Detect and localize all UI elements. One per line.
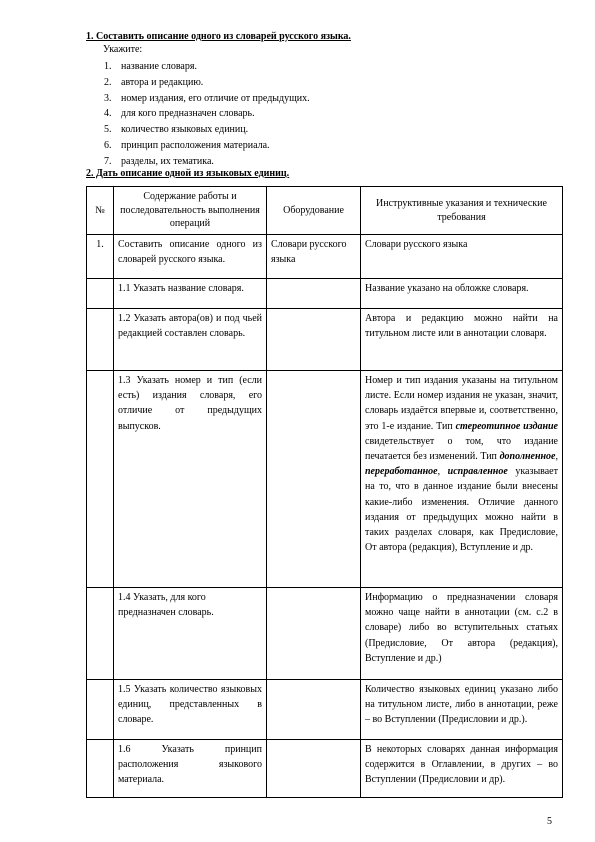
cell-num bbox=[87, 371, 114, 588]
cell-content: 1.2 Указать автора(ов) и под чьей редакцией составлен словарь. bbox=[114, 309, 267, 371]
cell-instructions: Словари русского языка bbox=[361, 235, 563, 279]
cell-instructions: Номер и тип издания указаны на титульном листе. Если номер издания не указан, значит, словарь издаётся впервые и, соответственно, это 1-е издание. Тип стереотипное издание свидетельствует о том, что издание печатается без изменений. Тип дополненное, переработанное, исправленное указывает на то, что в данное издание были внесены какие-либо изменения. Отличие данного издания от предыдущих можно найти в таких разделах словаря, как Предисловие, От автора (редакция), Вступление и др. bbox=[361, 371, 563, 588]
list-item: 5. количество языковых единиц. bbox=[104, 124, 249, 136]
cell-equipment bbox=[267, 279, 361, 309]
cell-equipment bbox=[267, 371, 361, 588]
list-item: 4. для кого предназначен словарь. bbox=[104, 108, 255, 120]
header-content: Содержание работы и последовательность выполнения операций bbox=[114, 187, 267, 235]
emphasis-term: стереотипное издание bbox=[455, 420, 558, 432]
cell-content: 1.1 Указать название словаря. bbox=[114, 279, 267, 309]
table-row bbox=[87, 309, 563, 371]
list-item: 1. название словаря. bbox=[104, 61, 197, 72]
cell-content: 1.5 Указать количество языковых единиц, представленных в словаре. bbox=[114, 680, 267, 740]
task-list bbox=[104, 59, 310, 170]
page-number: 5 bbox=[547, 816, 552, 827]
cell-content: 1.6 Указать принцип расположения языкового материала. bbox=[114, 740, 267, 798]
table-row bbox=[87, 235, 563, 279]
cell-num bbox=[87, 279, 114, 309]
cell-equipment bbox=[267, 740, 361, 798]
cell-content: Составить описание одного из словарей русского языка. bbox=[114, 235, 267, 279]
table-row bbox=[87, 371, 563, 588]
cell-equipment bbox=[267, 309, 361, 371]
cell-num: 1. bbox=[87, 235, 114, 279]
cell-instructions: Автора и редакцию можно найти на титульном листе или в аннотации словаря. bbox=[361, 309, 563, 371]
header-num: № bbox=[87, 187, 114, 235]
emphasis-term: переработанное bbox=[365, 466, 438, 478]
cell-instructions: Информацию о предназначении словаря можно чаще найти в аннотации (см. с.2 в словаре) либо во вступительных статьях (Предисловие, От автора (редакция), Вступление и др.) bbox=[361, 588, 563, 680]
instruction-label: Укажите: bbox=[103, 44, 143, 55]
cell-content: 1.3 Указать номер и тип (если есть) издания словаря, его отличие от предыдущих выпусков. bbox=[114, 371, 267, 588]
table-row bbox=[87, 680, 563, 740]
cell-content: 1.4 Указать, для кого предназначен словарь. bbox=[114, 588, 267, 680]
cell-num bbox=[87, 588, 114, 680]
cell-num bbox=[87, 680, 114, 740]
cell-num bbox=[87, 309, 114, 371]
cell-equipment bbox=[267, 588, 361, 680]
instruction-table bbox=[86, 186, 563, 798]
list-item: 2. автора и редакцию. bbox=[104, 76, 204, 88]
cell-num bbox=[87, 740, 114, 798]
table-row bbox=[87, 588, 563, 680]
header-instructions: Инструктивные указания и технические требования bbox=[361, 187, 563, 235]
cell-instructions: В некоторых словарях данная информация содержится в Оглавлении, в других – во Вступлении (Предисловии и др). bbox=[361, 740, 563, 798]
header-equipment: Оборудование bbox=[267, 187, 361, 235]
table-row bbox=[87, 279, 563, 309]
cell-instructions: Количество языковых единиц указано либо на титульном листе, либо в аннотации, реже – во Вступлении (Предисловии и др.). bbox=[361, 680, 563, 740]
cell-equipment: Словари русского языка bbox=[267, 235, 361, 279]
table-header-row bbox=[87, 187, 563, 235]
list-item: 7. разделы, их тематика. bbox=[104, 155, 214, 167]
table-row bbox=[87, 740, 563, 798]
cell-equipment bbox=[267, 680, 361, 740]
emphasis-term: дополненное bbox=[499, 451, 556, 463]
section-heading-2: 2. Дать описание одной из языковых единиц. bbox=[86, 168, 290, 179]
list-item: 3. номер издания, его отличие от предыдущих. bbox=[104, 92, 310, 104]
cell-instructions: Название указано на обложке словаря. bbox=[361, 279, 563, 309]
list-item: 6. принцип расположения материала. bbox=[104, 139, 270, 151]
section-heading-1: 1. Составить описание одного из словарей русского языка. bbox=[86, 31, 351, 42]
emphasis-term: исправленное bbox=[447, 466, 508, 478]
